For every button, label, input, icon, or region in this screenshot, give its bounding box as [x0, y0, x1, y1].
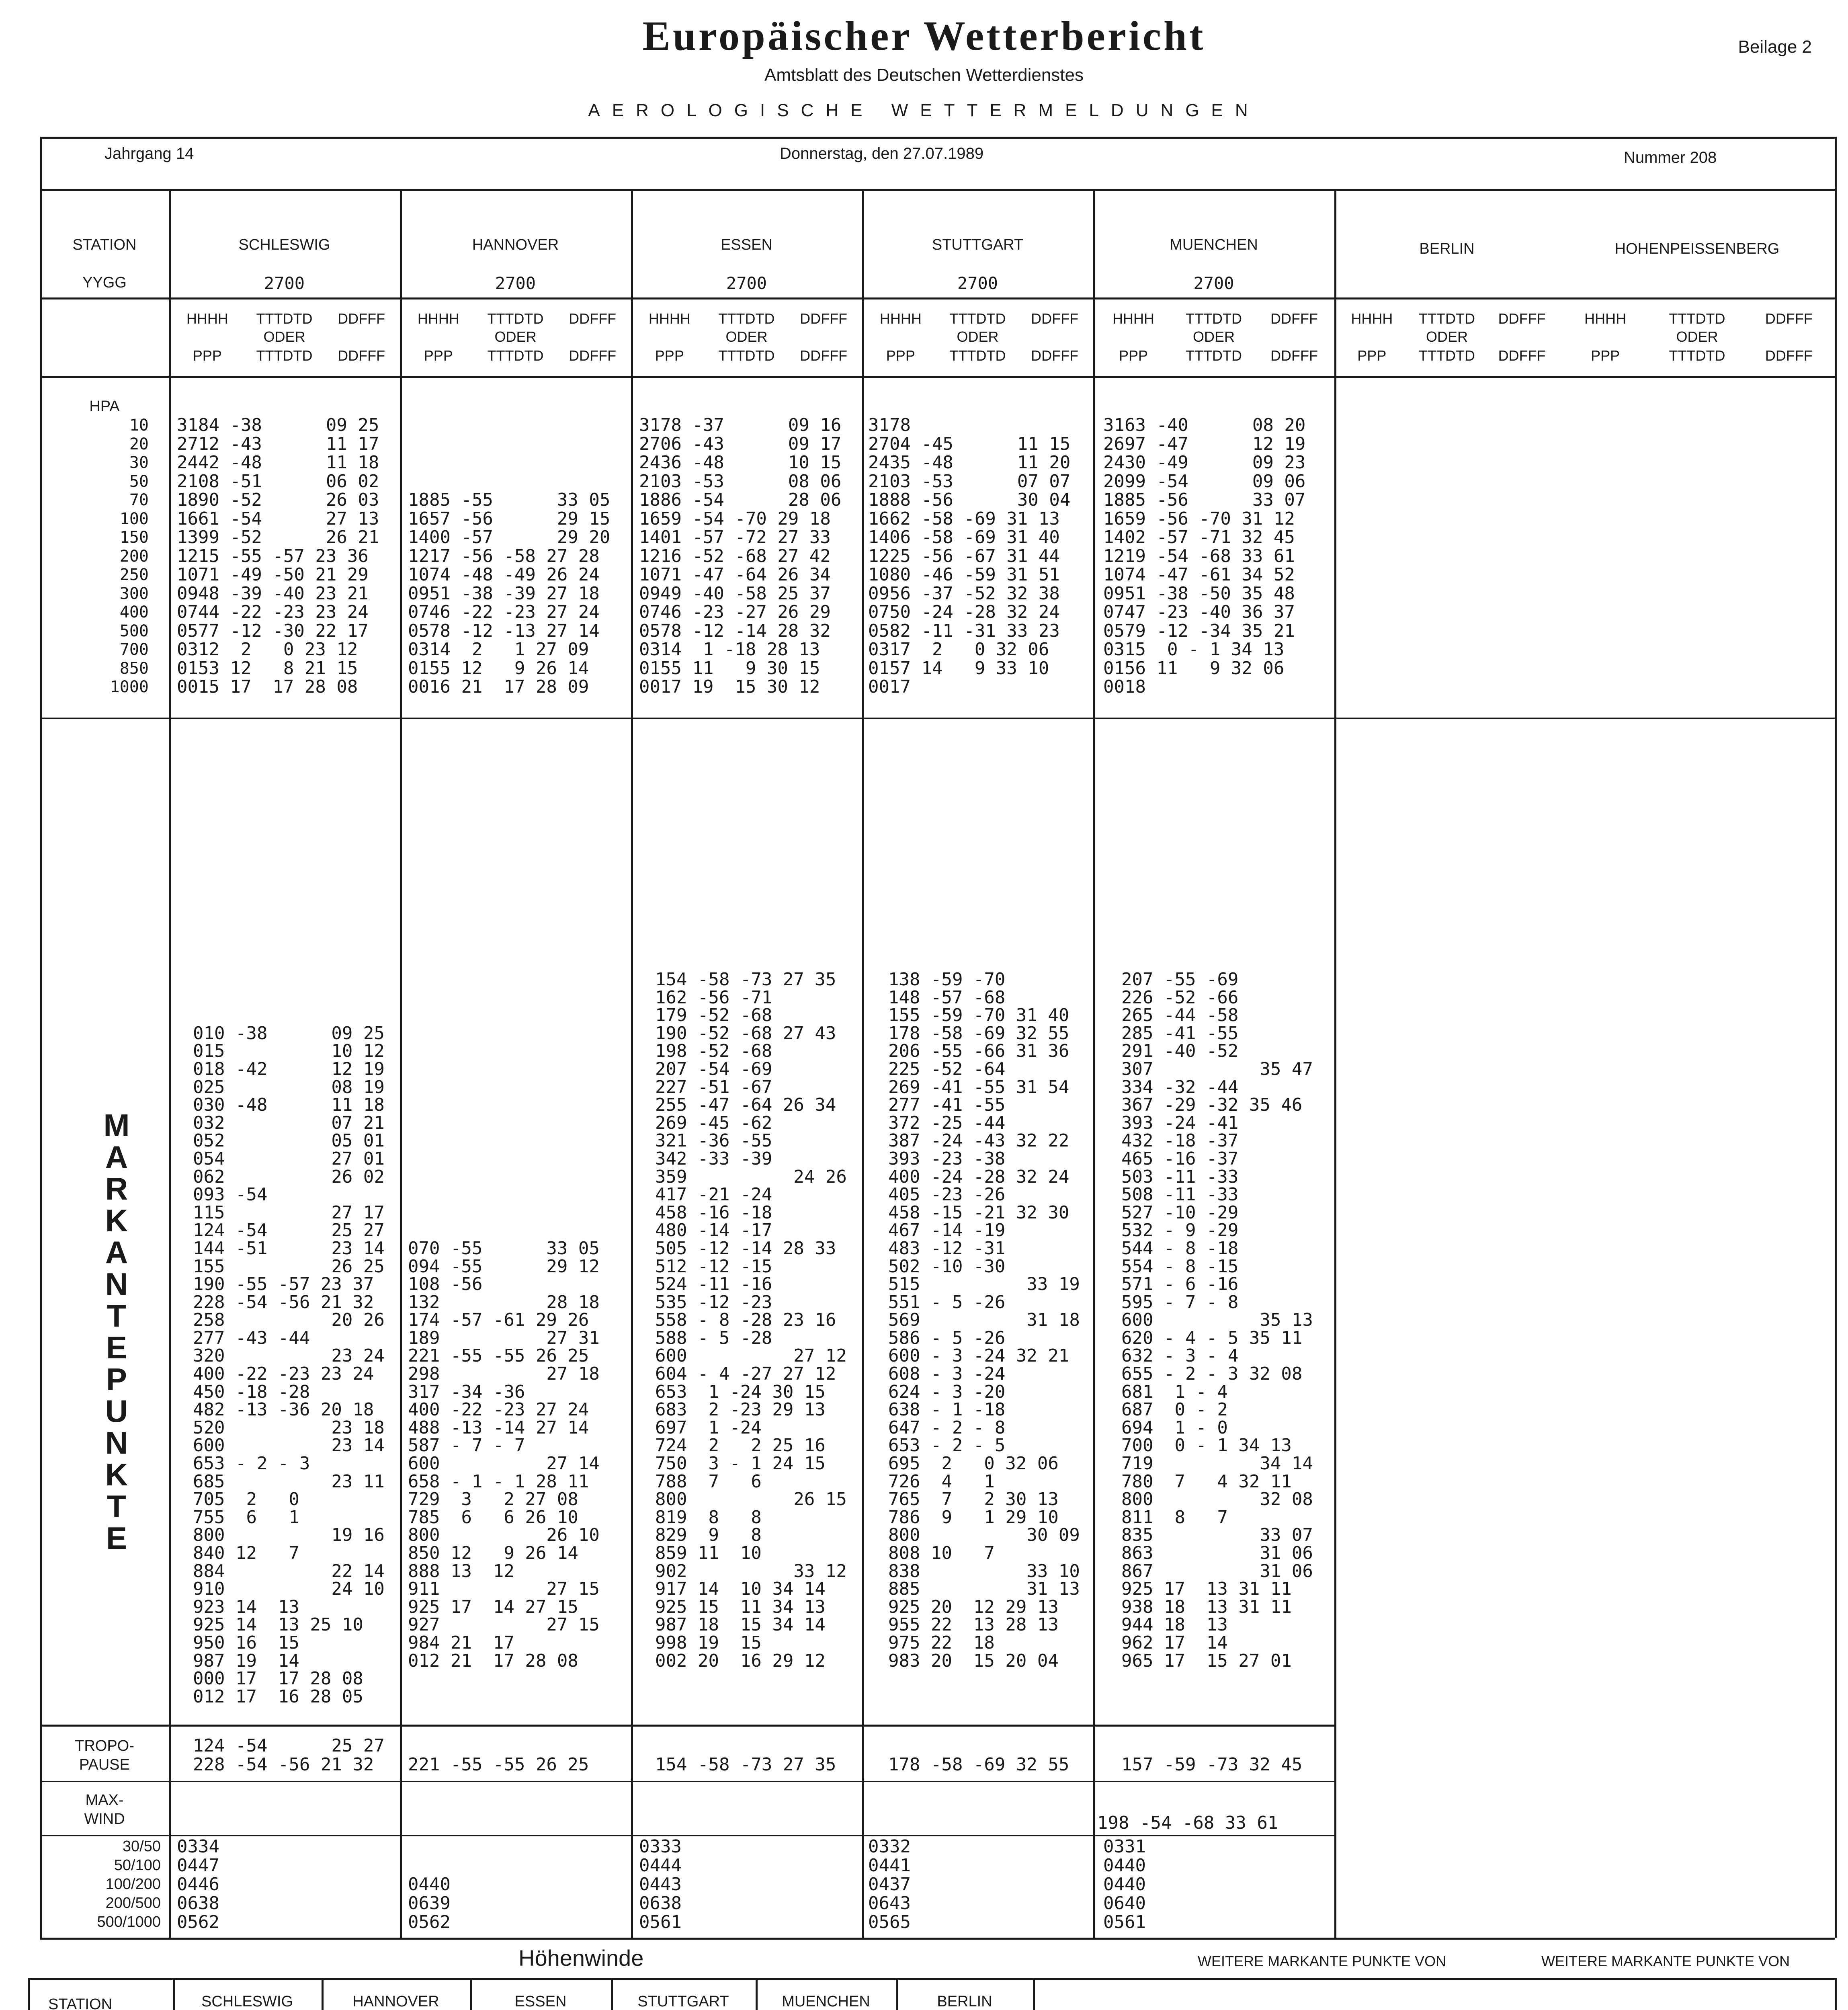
tropo-essen: 154 -58 -73 27 35 — [655, 1754, 836, 1775]
std-data-hannover: 1885 -55 33 05 1657 -56 29 15 1400 -57 29 20 1217 -56 -58 27 28 1074 -48 -49 26 24 0951 -38 -39 27 18 0746 -22 -23 27 24 0578 -12 -13 27 14 0314 2 1 27 09 0155 12 9 26 14 0016 21 17 28 09 — [408, 490, 611, 697]
col-header-ddfff-5: DDFFF — [1498, 310, 1546, 327]
col-header-ddfff-2: DDFFF — [800, 347, 848, 364]
yygg-label: YYGG — [82, 274, 127, 291]
maxwind-label: MAX- WIND — [84, 1792, 125, 1827]
section-title: AEROLOGISCHE WETTERMELDUNGEN — [588, 100, 1260, 120]
markante-punkte-letter: K — [105, 1203, 128, 1238]
col-header-ppp-1: PPP — [424, 347, 453, 364]
markante-punkte-letter: M — [103, 1108, 130, 1143]
col-header-hhhh-4: HHHH — [1112, 310, 1154, 327]
std-data-essen: 3178 -37 09 16 2706 -43 09 17 2436 -48 10 15 2103 -53 08 06 1886 -54 28 06 1659 -54 -70 29 18 1401 -57 -72 27 33 1216 -52 -68 27 42 1071 -47 -64 26 34 0949 -40 -58 25 37 0746 -23 -27 26 29 0578 -12 -14 28 32 0314 1 -18 28 13 0155 11 9 30 15 0017 19 15 30 12 — [639, 415, 842, 697]
yygg-stuttgart: 2700 — [957, 273, 998, 293]
issue-number: Nummer 208 — [1624, 149, 1717, 166]
std-data-schleswig: 3184 -38 09 25 2712 -43 11 17 2442 -48 11 18 2108 -51 06 02 1890 -52 26 03 1661 -54 27 13 1399 -52 26 21 1215 -55 -57 23 36 1071 -49 -50 21 29 0948 -39 -40 23 21 0744 -22 -23 23 24 0577 -12 -30 22 17 0312 2 0 23 12 0153 12 8 21 15 0015 17 17 28 08 — [177, 415, 379, 697]
col-header-ddfff-3: DDFFF — [1031, 310, 1079, 327]
markante-punkte-letter: N — [105, 1266, 128, 1302]
col-header-ddfff-5: DDFFF — [1498, 347, 1546, 364]
station-name-schleswig: SCHLESWIG — [238, 236, 330, 253]
more-points-heading-2: WEITERE MARKANTE PUNKTE VON — [1541, 1953, 1790, 1969]
volume-label: Jahrgang 14 — [104, 145, 194, 162]
markante-punkte-letter: T — [107, 1489, 126, 1524]
markante-punkte-letter: E — [106, 1520, 127, 1556]
thick-stuttgart: 0332 0441 0437 0643 0565 — [868, 1836, 911, 1932]
col-header-tttdtd-3: TTTDTD — [949, 347, 1006, 364]
thickness-label: 30/50 50/100 100/200 200/500 500/1000 — [97, 1838, 161, 1930]
thick-essen: 0333 0444 0443 0638 0561 — [639, 1836, 682, 1932]
col-header-hhhh-2: HHHH — [648, 310, 690, 327]
markante-punkte-letter: A — [105, 1139, 128, 1175]
col-header-oder-5: ODER — [1426, 328, 1468, 345]
station-name-muenchen: MUENCHEN — [1170, 236, 1258, 253]
markante-punkte-letter: A — [105, 1235, 128, 1270]
markante-punkte-letter: K — [105, 1457, 128, 1492]
yygg-hannover: 2700 — [495, 273, 536, 293]
tropo-muenchen: 157 -59 -73 32 45 — [1121, 1754, 1303, 1775]
col-header-hhhh-0: HHHH — [186, 310, 228, 327]
col-header-ddfff-0: DDFFF — [338, 310, 385, 327]
maxwind-muenchen: 198 -54 -68 33 61 — [1097, 1813, 1278, 1833]
col-header-tttdtd-6: TTTDTD — [1669, 347, 1725, 364]
col-header-ddfff-4: DDFFF — [1270, 347, 1318, 364]
col-header-tttdtd-1: TTTDTD — [487, 347, 544, 364]
supplement-label: Beilage 2 — [1738, 37, 1812, 57]
thick-schleswig: 0334 0447 0446 0638 0562 — [177, 1836, 219, 1932]
mk-data-schleswig: 010 -38 09 25 015 10 12 018 -42 12 19 025 08 19 030 -48 11 18 032 07 21 052 05 01 054 27 01 062 26 02 093 -54 115 27 17 124 -54 25 27 144 -51 23 14 155 26 25 190 -55 -57 23 37 228 -54 -56 21 32 258 20 26 277 -43 -44 320 23 24 400 -22 -23 23 24 450 -18 -28 482 -13 -36 20 18 520 23 18 600 23 14 653 - 2 - 3 685 23 11 705 2 0 755 6 1 800 19 16 840 12 7 884 22 14 910 24 10 923 14 13 925 14 13 25 10 950 16 15 987 19 14 000 17 17 28 08 012 17 16 28 05 — [193, 1023, 385, 1707]
col-header-ppp-6: PPP — [1591, 347, 1620, 364]
thick-muenchen: 0331 0440 0440 0640 0561 — [1103, 1836, 1146, 1932]
report-title: Europäischer Wetterbericht — [642, 13, 1206, 59]
col-header-ddfff-3: DDFFF — [1031, 347, 1079, 364]
col-header-oder-3: ODER — [957, 328, 999, 345]
markante-punkte-letter: N — [105, 1425, 128, 1460]
col-header-tttdtd-4: TTTDTD — [1186, 310, 1242, 327]
station-name-hannover: HANNOVER — [472, 236, 559, 253]
col-header-tttdtd-5: TTTDTD — [1419, 347, 1475, 364]
col-header-oder-6: ODER — [1676, 328, 1718, 345]
markante-punkte-letter: E — [106, 1330, 127, 1365]
hw-station-name: BERLIN — [937, 1993, 992, 2010]
col-header-ddfff-6: DDFFF — [1765, 347, 1813, 364]
markante-punkte-letter: U — [105, 1393, 128, 1429]
tropo-hannover: 221 -55 -55 26 25 — [408, 1754, 589, 1775]
col-header-ddfff-2: DDFFF — [800, 310, 848, 327]
yygg-essen: 2700 — [726, 273, 767, 293]
col-header-ppp-0: PPP — [193, 347, 222, 364]
col-header-oder-1: ODER — [494, 328, 537, 345]
col-header-ppp-2: PPP — [655, 347, 684, 364]
hw-station-name: ESSEN — [514, 1993, 567, 2010]
col-header-tttdtd-6: TTTDTD — [1669, 310, 1725, 327]
station-label: STATION — [72, 236, 137, 253]
col-header-hhhh-5: HHHH — [1351, 310, 1393, 327]
station-name-stuttgart: STUTTGART — [932, 236, 1024, 253]
col-header-tttdtd-4: TTTDTD — [1186, 347, 1242, 364]
col-header-tttdtd-2: TTTDTD — [718, 347, 775, 364]
markante-punkte-label — [92, 1110, 141, 1554]
markante-punkte-letter: T — [107, 1298, 126, 1333]
thick-hannover: 0440 0639 0562 — [408, 1874, 451, 1932]
col-header-tttdtd-0: TTTDTD — [256, 347, 313, 364]
col-header-tttdtd-3: TTTDTD — [949, 310, 1006, 327]
mk-data-essen: 154 -58 -73 27 35 162 -56 -71 179 -52 -68 190 -52 -68 27 43 198 -52 -68 207 -54 -69 227 -51 -67 255 -47 -64 26 34 269 -45 -62 321 -36 -55 342 -33 -39 359 24 26 417 -21 -24 458 -16 -18 480 -14 -17 505 -12 -14 28 33 512 -12 -15 524 -11 -16 535 -12 -23 558 - 8 -28 23 16 588 - 5 -28 600 27 12 604 - 4 -27 27 12 653 1 -24 30 15 683 2 -23 29 13 697 1 -24 724 2 2 25 16 750 3 - 1 24 15 788 7 6 800 26 15 819 8 8 829 9 8 859 11 10 902 33 12 917 14 10 34 14 925 15 11 34 13 987 18 15 34 14 998 19 15 002 20 16 29 12 — [655, 969, 847, 1671]
col-header-oder-0: ODER — [263, 328, 305, 345]
col-header-oder-4: ODER — [1192, 328, 1235, 345]
hw-station-name: HANNOVER — [352, 1993, 439, 2010]
tropo-schleswig: 124 -54 25 27 228 -54 -56 21 32 — [193, 1735, 385, 1775]
std-data-stuttgart: 3178 2704 -45 11 15 2435 -48 11 20 2103 -53 07 07 1888 -56 30 04 1662 -58 -69 31 13 1406 -58 -69 31 40 1225 -56 -67 31 44 1080 -46 -59 31 51 0956 -37 -52 32 38 0750 -24 -28 32 24 0582 -11 -31 33 23 0317 2 0 32 06 0157 14 9 33 10 0017 — [868, 415, 1071, 697]
mk-data-stuttgart: 138 -59 -70 148 -57 -68 155 -59 -70 31 40 178 -58 -69 32 55 206 -55 -66 31 36 225 -52 -64 269 -41 -55 31 54 277 -41 -55 372 -25 -44 387 -24 -43 32 22 393 -23 -38 400 -24 -28 32 24 405 -23 -26 458 -15 -21 32 30 467 -14 -19 483 -12 -31 502 -10 -30 515 33 19 551 - 5 -26 569 31 18 586 - 5 -26 600 - 3 -24 32 21 608 - 3 -24 624 - 3 -20 638 - 1 -18 647 - 2 - 8 653 - 2 - 5 695 2 0 32 06 726 4 1 765 7 2 30 13 786 9 1 29 10 800 30 09 808 10 7 838 33 10 885 31 13 925 20 12 29 13 955 22 13 28 13 975 22 18 983 20 15 20 04 — [888, 969, 1080, 1671]
hoehenwinde-title: Höhenwinde — [518, 1945, 644, 1971]
col-header-hhhh-6: HHHH — [1584, 310, 1627, 327]
col-header-tttdtd-2: TTTDTD — [718, 310, 775, 327]
col-header-ppp-5: PPP — [1357, 347, 1387, 364]
report-subtitle: Amtsblatt des Deutschen Wetterdienstes — [764, 65, 1084, 85]
tropopause-label: TROPO- PAUSE — [75, 1737, 134, 1773]
col-header-tttdtd-0: TTTDTD — [256, 310, 313, 327]
col-header-ddfff-1: DDFFF — [569, 310, 617, 327]
hpa-label: HPA — [89, 398, 120, 415]
col-header-hhhh-3: HHHH — [879, 310, 922, 327]
hw-station-name: MUENCHEN — [782, 1993, 870, 2010]
more-points-heading-1: WEITERE MARKANTE PUNKTE VON — [1198, 1953, 1446, 1969]
col-header-ddfff-6: DDFFF — [1765, 310, 1813, 327]
col-header-ppp-4: PPP — [1119, 347, 1148, 364]
hw-station-name: STUTTGART — [637, 1993, 729, 2010]
hw-station-label: STATION — [48, 1996, 113, 2010]
col-header-ddfff-0: DDFFF — [338, 347, 385, 364]
markante-punkte-letter: P — [106, 1362, 127, 1397]
yygg-schleswig: 2700 — [264, 273, 305, 293]
station-name-berlin: BERLIN — [1419, 240, 1475, 257]
markante-punkte-letter: R — [105, 1171, 128, 1206]
hw-station-name: SCHLESWIG — [201, 1993, 293, 2010]
station-name-essen: ESSEN — [721, 236, 772, 253]
col-header-ppp-3: PPP — [886, 347, 915, 364]
col-header-oder-2: ODER — [725, 328, 768, 345]
yygg-muenchen: 2700 — [1193, 273, 1234, 293]
col-header-tttdtd-1: TTTDTD — [487, 310, 544, 327]
tropo-stuttgart: 178 -58 -69 32 55 — [888, 1754, 1069, 1775]
mk-data-muenchen: 207 -55 -69 226 -52 -66 265 -44 -58 285 -41 -55 291 -40 -52 307 35 47 334 -32 -44 367 -29 -32 35 46 393 -24 -41 432 -18 -37 465 -16 -37 503 -11 -33 508 -11 -33 527 -10 -29 532 - 9 -29 544 - 8 -18 554 - 8 -15 571 - 6 -16 595 - 7 - 8 600 35 13 620 - 4 - 5 35 11 632 - 3 - 4 655 - 2 - 3 32 08 681 1 - 4 687 0 - 2 694 1 - 0 700 0 - 1 34 13 719 34 14 780 7 4 32 11 800 32 08 811 8 7 835 33 07 863 31 06 867 31 06 925 17 13 31 11 938 18 13 31 11 944 18 13 962 17 14 965 17 15 27 01 — [1121, 969, 1313, 1671]
col-header-ddfff-1: DDFFF — [569, 347, 617, 364]
col-header-hhhh-1: HHHH — [417, 310, 459, 327]
station-name-hohenpeissenberg: HOHENPEISSENBERG — [1614, 240, 1780, 257]
std-data-muenchen: 3163 -40 08 20 2697 -47 12 19 2430 -49 09 23 2099 -54 09 06 1885 -56 33 07 1659 -56 -70 31 12 1402 -57 -71 32 45 1219 -54 -68 33 61 1074 -47 -61 34 52 0951 -38 -50 35 48 0747 -23 -40 36 37 0579 -12 -34 35 21 0315 0 - 1 34 13 0156 11 9 32 06 0018 — [1103, 415, 1306, 697]
issue-date: Donnerstag, den 27.07.1989 — [780, 145, 984, 162]
col-header-ddfff-4: DDFFF — [1270, 310, 1318, 327]
hpa-levels: 10 20 30 50 70 100 150 200 250 300 400 500 700 850 1000 — [110, 416, 149, 696]
mk-data-hannover: 070 -55 33 05 094 -55 29 12 108 -56 132 28 18 174 -57 -61 29 26 189 27 31 221 -55 -55 26 25 298 27 18 317 -34 -36 400 -22 -23 27 24 488 -13 -14 27 14 587 - 7 - 7 600 27 14 658 - 1 - 1 28 11 729 3 2 27 08 785 6 6 26 10 800 26 10 850 12 9 26 14 888 13 12 911 27 15 925 17 14 27 15 927 27 15 984 21 17 012 21 17 28 08 — [408, 1238, 600, 1671]
col-header-tttdtd-5: TTTDTD — [1419, 310, 1475, 327]
